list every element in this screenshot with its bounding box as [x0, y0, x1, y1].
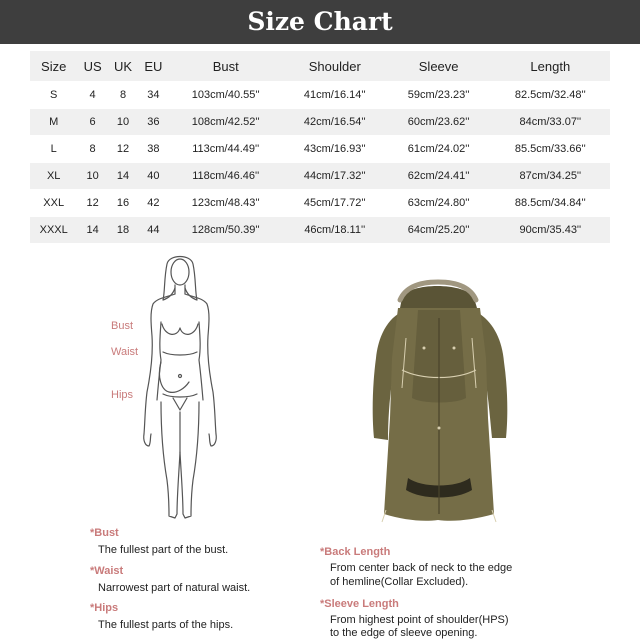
- table-cell: 128cm/50.39'': [169, 217, 283, 243]
- hips-label: Hips: [111, 389, 134, 401]
- header-cell: Size: [30, 51, 77, 81]
- table-row: [30, 82, 610, 108]
- table-cell: 85.5cm/33.66'': [514, 143, 586, 155]
- table-cell: 12: [116, 143, 130, 155]
- hips-definition-title: *Hips: [90, 602, 119, 614]
- table-cell: 42cm/16.54'': [283, 109, 387, 135]
- table-cell: 18: [108, 217, 138, 243]
- header-cell: Shoulder: [283, 51, 387, 81]
- table-cell: 64cm/25.20'': [387, 217, 491, 243]
- table-cell: 113cm/44.49'': [192, 143, 260, 155]
- table-cell: 90cm/35.43'': [491, 217, 610, 243]
- sleeve-length-definition-line2: to the edge of sleeve opening.: [330, 627, 478, 639]
- table-cell: XXL: [43, 197, 65, 209]
- back-length-definition-line2: of hemline(Collar Excluded).: [330, 576, 469, 588]
- back-length-definition-line1: From center back of neck to the edge: [330, 562, 513, 574]
- table-cell: 38: [147, 143, 160, 155]
- table-cell: 87cm/34.25'': [491, 163, 610, 189]
- table-cell: 88.5cm/34.84'': [514, 197, 586, 209]
- header-cell: US: [77, 51, 107, 81]
- table-cell: 36: [138, 109, 168, 135]
- waist-definition-title: *Waist: [90, 565, 124, 577]
- table-cell: XXXL: [30, 217, 77, 243]
- table-cell: 103cm/40.55'': [191, 89, 260, 101]
- sleeve-length-definition-title: *Sleeve Length: [320, 598, 399, 610]
- table-cell: 41cm/16.14'': [303, 89, 366, 101]
- coat-illustration: [362, 278, 518, 526]
- table-cell: 4: [89, 89, 96, 101]
- table-header-row: [30, 51, 610, 81]
- header-cell: UK: [108, 51, 138, 81]
- bust-definition-title: *Bust: [90, 527, 119, 539]
- table-cell: 44cm/17.32'': [283, 163, 387, 189]
- table-cell: 43cm/16.93'': [303, 143, 366, 155]
- size-table: [30, 50, 610, 244]
- table-cell: 14: [108, 163, 138, 189]
- table-cell: 59cm/23.23'': [407, 89, 470, 101]
- page-title: Size Chart: [247, 7, 393, 36]
- table-cell: 12: [86, 197, 99, 209]
- table-cell: 8: [119, 89, 127, 101]
- table-cell: XL: [30, 163, 77, 189]
- table-row: [30, 190, 610, 216]
- table-row: [30, 109, 610, 135]
- table-cell: 62cm/24.41'': [387, 163, 491, 189]
- table-cell: 42: [147, 197, 160, 209]
- table-cell: S: [50, 89, 58, 101]
- table-cell: 123cm/48.43'': [191, 197, 260, 209]
- table-cell: 45cm/17.72'': [303, 197, 366, 209]
- table-cell: 44: [138, 217, 168, 243]
- table-cell: M: [30, 109, 77, 135]
- back-length-definition-title: *Back Length: [320, 546, 391, 558]
- table-row: [30, 163, 610, 189]
- table-cell: 10: [108, 109, 138, 135]
- table-cell: 61cm/24.02'': [407, 143, 470, 155]
- bust-definition-text: The fullest part of the bust.: [98, 544, 229, 556]
- body-outline-figure: [125, 252, 235, 527]
- table-cell: 108cm/42.52'': [169, 109, 283, 135]
- header-cell: Sleeve: [387, 51, 491, 81]
- table-cell: 16: [116, 197, 130, 209]
- table-cell: 14: [77, 217, 107, 243]
- waist-definition-text: Narrowest part of natural waist.: [98, 582, 251, 594]
- table-cell: 118cm/46.46'': [169, 163, 283, 189]
- bust-label: Bust: [111, 320, 134, 332]
- table-cell: 82.5cm/32.48'': [514, 89, 586, 101]
- table-cell: 46cm/18.11'': [283, 217, 387, 243]
- table-cell: 60cm/23.62'': [387, 109, 491, 135]
- header-cell: EU: [138, 51, 168, 81]
- sleeve-length-definition-line1: From highest point of shoulder(HPS): [330, 614, 509, 626]
- table-cell: 40: [138, 163, 168, 189]
- table-row: [30, 136, 610, 162]
- table-cell: 63cm/24.80'': [407, 197, 470, 209]
- table-cell: 84cm/33.07'': [491, 109, 610, 135]
- table-cell: 6: [77, 109, 107, 135]
- hips-definition-text: The fullest parts of the hips.: [98, 619, 234, 631]
- table-cell: 10: [77, 163, 107, 189]
- header-cell: Bust: [169, 51, 283, 81]
- table-cell: L: [50, 143, 57, 155]
- header-cell: Length: [491, 51, 610, 81]
- table-cell: 8: [89, 143, 96, 155]
- table-cell: 34: [147, 89, 160, 101]
- table-row: [30, 217, 610, 243]
- waist-label: Waist: [111, 346, 139, 358]
